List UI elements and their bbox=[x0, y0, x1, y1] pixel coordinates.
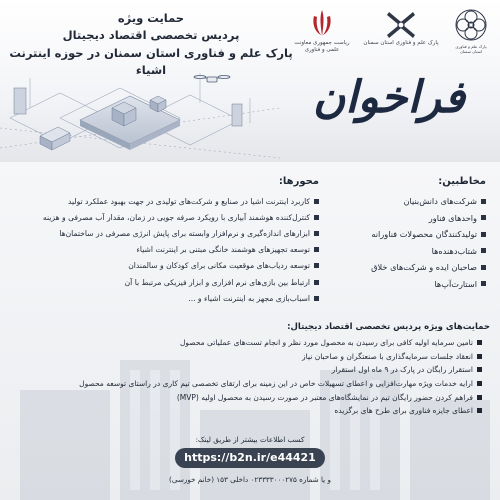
square-bullet-icon bbox=[477, 381, 482, 386]
support-item: تامین سرمایه اولیه کافی برای رسیدن به محصول مورد نظر و انجام تست‌های عملیاتی محصول bbox=[10, 336, 490, 350]
vice-presidency-caption: ریاست جمهوری معاونت علمی و فناوری bbox=[294, 40, 350, 53]
phone-contact-text: و یا شماره ۰۲۳۳۳۳۰۰۰۲۷۵ داخلی ۱۵۳ (خانم خورسی) bbox=[169, 475, 331, 484]
park-emblem-logo bbox=[450, 8, 492, 54]
support-item: فراهم کردن حضور رایگان تیم در نمایشگاه‌های معتبر در صورت رسیدن به محصول اولیه (MVP) bbox=[10, 390, 490, 404]
registration-link[interactable]: https://b2n.ir/e44421 bbox=[175, 448, 325, 468]
park-logo bbox=[356, 8, 446, 47]
square-bullet-icon bbox=[314, 247, 319, 252]
support-item: استقرار رایگان در پارک در ۹ ماه اول استقرار bbox=[10, 363, 490, 377]
axis-item: اسباب‌بازی مجهز به اینترنت اشیاء و ... bbox=[14, 290, 319, 306]
support-item: انعقاد جلسات سرمایه‌گذاری با صنعتگران و صاحبان نیاز bbox=[10, 350, 490, 364]
header-banner bbox=[0, 0, 500, 162]
square-bullet-icon bbox=[477, 408, 482, 413]
axis-item: کنترل‌کننده هوشمند آبیاری با رویکرد صرفه جویی در زمان، مقدار آب مصرفی و هزینه bbox=[14, 209, 319, 225]
axes-heading: محورها: bbox=[278, 176, 319, 187]
park-emblem-caption: پارک علم و فناوری استان سمنان bbox=[455, 44, 487, 54]
square-bullet-icon bbox=[314, 231, 319, 236]
square-bullet-icon bbox=[481, 232, 486, 237]
square-bullet-icon bbox=[477, 367, 482, 372]
square-bullet-icon bbox=[314, 215, 319, 220]
square-bullet-icon bbox=[481, 248, 486, 253]
square-bullet-icon bbox=[314, 280, 319, 285]
axes-section bbox=[14, 176, 319, 306]
more-info-text: کسب اطلاعات بیشتر از طریق لینک: bbox=[195, 435, 305, 444]
square-bullet-icon bbox=[314, 263, 319, 268]
park-mark-icon bbox=[381, 8, 421, 38]
square-bullet-icon bbox=[477, 354, 482, 359]
vice-presidency-logo bbox=[292, 8, 352, 54]
audience-item: شرکت‌های دانش‌بنیان bbox=[316, 193, 486, 210]
square-bullet-icon bbox=[477, 340, 482, 345]
iran-emblem-icon bbox=[309, 8, 335, 38]
square-bullet-icon bbox=[477, 395, 482, 400]
audience-item: صاحبان ایده و شرکت‌های خلاق bbox=[316, 259, 486, 276]
support-heading: حمایت‌های ویژه پردیس تخصصی اقتصاد دیجیتال: bbox=[287, 322, 490, 332]
square-bullet-icon bbox=[481, 199, 486, 204]
axis-item: توسعه ردیاب‌های موقعیت مکانی برای کودکان و سالمندان bbox=[14, 258, 319, 274]
title-line-1: حمایت ویژه bbox=[117, 11, 185, 25]
park-logo-caption: پارک علم و فناوری استان سمنان bbox=[363, 40, 439, 46]
audience-item: شتاب‌دهنده‌ها bbox=[316, 243, 486, 260]
audience-section bbox=[316, 176, 486, 292]
support-section bbox=[10, 322, 490, 418]
square-bullet-icon bbox=[314, 199, 319, 204]
square-bullet-icon bbox=[314, 296, 319, 301]
audience-heading: مخاطبین: bbox=[438, 176, 486, 187]
logo-strip bbox=[292, 8, 492, 66]
square-bullet-icon bbox=[481, 215, 486, 220]
square-bullet-icon bbox=[481, 265, 486, 270]
axis-item: ابزارهای اندازه‌گیری و نرم‌افزار وابسته برای پایش انرژی مصرفی در ساختمان‌ها bbox=[14, 225, 319, 241]
support-item: اعطای جایزه فناوری برای طرح های برگزیده bbox=[10, 404, 490, 418]
support-item: ارایه خدمات ویژه مهارت‌افزایی و اعطای تسهیلات خاص در این زمینه برای ارتقای تخصصی تیم کاری در راستای توسعه محصول bbox=[10, 377, 490, 391]
audience-item: تولیدکنندگان محصولات فناورانه bbox=[316, 226, 486, 243]
axis-item: توسعه تجهیزهای هوشمند خانگی مبتنی بر اینترنت اشیاء bbox=[14, 242, 319, 258]
title-block bbox=[6, 10, 296, 79]
axis-item: ارتباط بین بازی‌های نرم افزاری و ابزار فیزیکی مرتبط با آن bbox=[14, 274, 319, 290]
square-bullet-icon bbox=[481, 281, 486, 286]
call-heading: فراخوان bbox=[312, 72, 465, 123]
content-area bbox=[0, 162, 500, 500]
flower-pattern-icon bbox=[454, 8, 488, 42]
title-line-2: پردیس تخصصی اقتصاد دیجیتال bbox=[62, 28, 240, 43]
axis-item: کاربرد اینترنت اشیا در صنایع و شرکت‌های تولیدی در جهت بهبود عملکرد تولید bbox=[14, 193, 319, 209]
audience-item: واحدهای فناور bbox=[316, 210, 486, 227]
audience-item: استارت‌آپ‌ها bbox=[316, 276, 486, 293]
title-line-3: پارک علم و فناوری استان سمنان در حوزه اینترنت اشیاء bbox=[9, 45, 293, 77]
